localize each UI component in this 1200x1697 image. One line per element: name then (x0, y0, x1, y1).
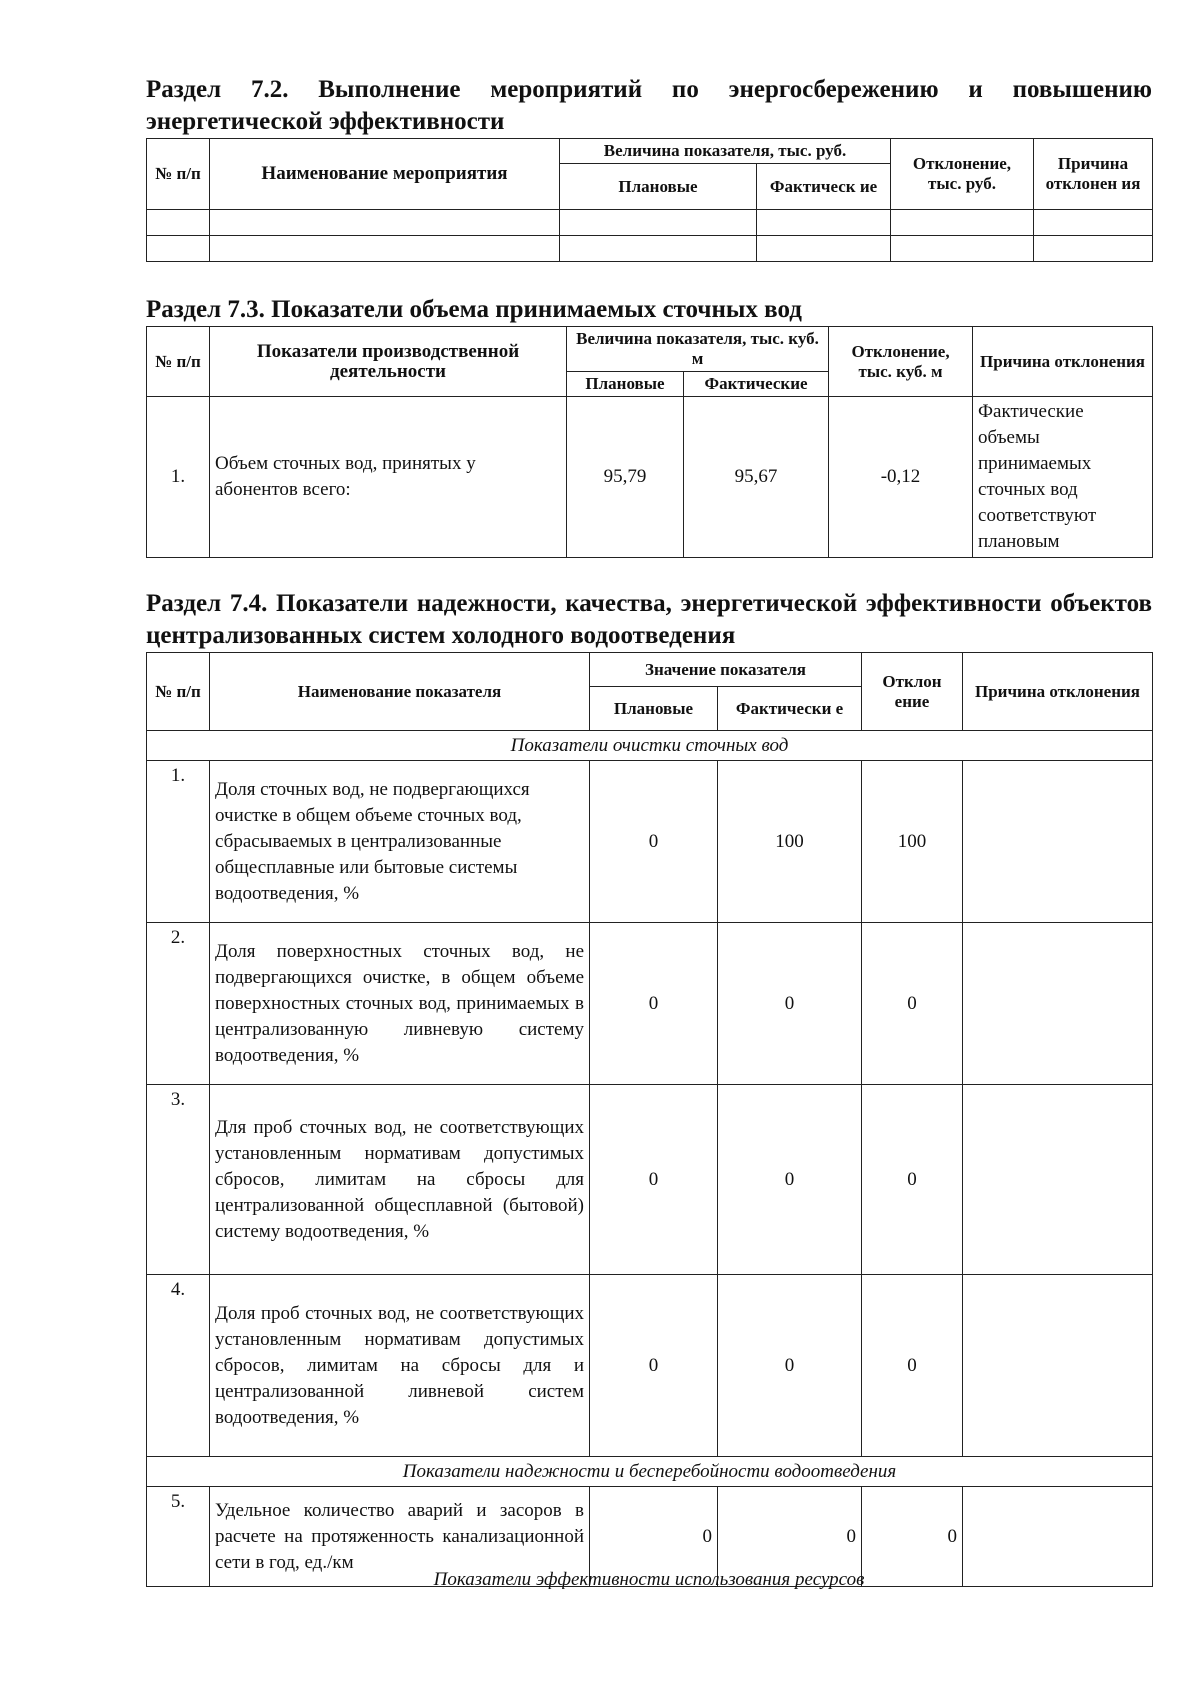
row-reason (963, 1085, 1153, 1275)
header-value: Величина показателя, тыс. руб. (560, 139, 891, 164)
row-fact: 95,67 (684, 397, 829, 558)
row-fact: 0 (718, 1487, 862, 1587)
row-num: 2. (147, 923, 210, 1085)
header-reason: Причина отклонен ия (1034, 139, 1153, 210)
table-7-4 (146, 652, 1153, 1587)
header-num: № п/п (147, 653, 210, 731)
row-name: Доля сточных вод, не подвергающихся очистке в общем объеме сточных вод, сбрасываемых в централизованные общесплавные или бытовые системы водоотведения, % (210, 761, 590, 923)
table-row (147, 397, 1153, 558)
section-7-2 (146, 74, 1152, 262)
row-deviation: 0 (862, 1275, 963, 1457)
row-num: 5. (147, 1487, 210, 1587)
table-row (147, 1275, 1153, 1457)
table-row (147, 761, 1153, 923)
row-reason (963, 923, 1153, 1085)
header-value: Величина показателя, тыс. куб. м (567, 327, 829, 372)
header-name: Показатели производственной деятельности (210, 327, 567, 397)
table-7-3 (146, 326, 1153, 558)
header-deviation: Отклонение, тыс. куб. м (829, 327, 973, 397)
row-deviation: 0 (862, 923, 963, 1085)
row-reason (963, 1275, 1153, 1457)
header-num: № п/п (147, 327, 210, 397)
row-plan: 0 (590, 1487, 718, 1587)
table-row (147, 1085, 1153, 1275)
group-header-reliability: Показатели надежности и бесперебойности водоотведения (147, 1457, 1153, 1487)
section-7-4 (146, 588, 1152, 1587)
row-deviation: 0 (862, 1487, 963, 1587)
row-num: 4. (147, 1275, 210, 1457)
section-7-3-title: Раздел 7.3. Показатели объема принимаемых сточных вод (146, 296, 802, 323)
header-plan: Плановые (560, 164, 757, 210)
row-deviation: -0,12 (829, 397, 973, 558)
header-name: Наименование показателя (210, 653, 590, 731)
header-fact: Фактическ ие (757, 164, 891, 210)
row-num: 1. (147, 397, 210, 558)
row-name: Для проб сточных вод, не соответствующих установленным нормативам допустимых сбросов, лимитам на сбросы для централизованной общесплавной (бытовой) систему водоотведения, % (210, 1085, 590, 1275)
section-7-4-title: Раздел 7.4. Показатели надежности, качества, энергетической эффективности объектов централизованных систем холодного водоотведения (146, 590, 1152, 649)
table-row (147, 923, 1153, 1085)
row-plan: 0 (590, 923, 718, 1085)
row-num: 3. (147, 1085, 210, 1275)
row-name: Доля проб сточных вод, не соответствующих установленным нормативам допустимых сбросов, лимитам на сбросы для и централизованной ливневой систем водоотведения, % (210, 1275, 590, 1457)
header-deviation: Отклон ение (862, 653, 963, 731)
row-fact: 0 (718, 1275, 862, 1457)
header-plan: Плановые (590, 687, 718, 731)
header-fact: Фактически е (718, 687, 862, 731)
row-plan: 0 (590, 761, 718, 923)
row-deviation: 0 (862, 1085, 963, 1275)
row-name: Доля поверхностных сточных вод, не подвергающихся очистке, в общем объеме поверхностных сточных вод, принимаемых в централизованную ливневую систему водоотведения, % (210, 923, 590, 1085)
row-reason: Фактические объемы принимаемых сточных вод соответствуют плановым (973, 397, 1153, 558)
header-name: Наименование мероприятия (210, 139, 560, 210)
header-reason: Причина отклонения (963, 653, 1153, 731)
group-header-cleaning: Показатели очистки сточных вод (147, 731, 1153, 761)
row-plan: 0 (590, 1275, 718, 1457)
table-7-2 (146, 138, 1153, 262)
header-num: № п/п (147, 139, 210, 210)
row-num: 1. (147, 761, 210, 923)
row-name: Удельное количество аварий и засоров в расчете на протяженность канализационной сети в год, ед./км (210, 1487, 590, 1587)
row-name: Объем сточных вод, принятых у абонентов всего: (210, 397, 567, 558)
row-reason (963, 761, 1153, 923)
row-plan: 0 (590, 1085, 718, 1275)
row-fact: 0 (718, 923, 862, 1085)
row-fact: 0 (718, 1085, 862, 1275)
table-row (147, 236, 1153, 262)
header-deviation: Отклонение, тыс. руб. (891, 139, 1034, 210)
row-deviation: 100 (862, 761, 963, 923)
footer-group-title: Показатели эффективности использования ресурсов (433, 1569, 865, 1590)
table-row (147, 210, 1153, 236)
section-7-3 (146, 294, 1152, 558)
row-fact: 100 (718, 761, 862, 923)
section-7-2-title: Раздел 7.2. Выполнение мероприятий по энергосбережению и повышению энергетической эффективности (146, 76, 1152, 135)
header-value: Значение показателя (590, 653, 862, 687)
header-reason: Причина отклонения (973, 327, 1153, 397)
row-plan: 95,79 (567, 397, 684, 558)
header-fact: Фактические (684, 372, 829, 397)
header-plan: Плановые (567, 372, 684, 397)
